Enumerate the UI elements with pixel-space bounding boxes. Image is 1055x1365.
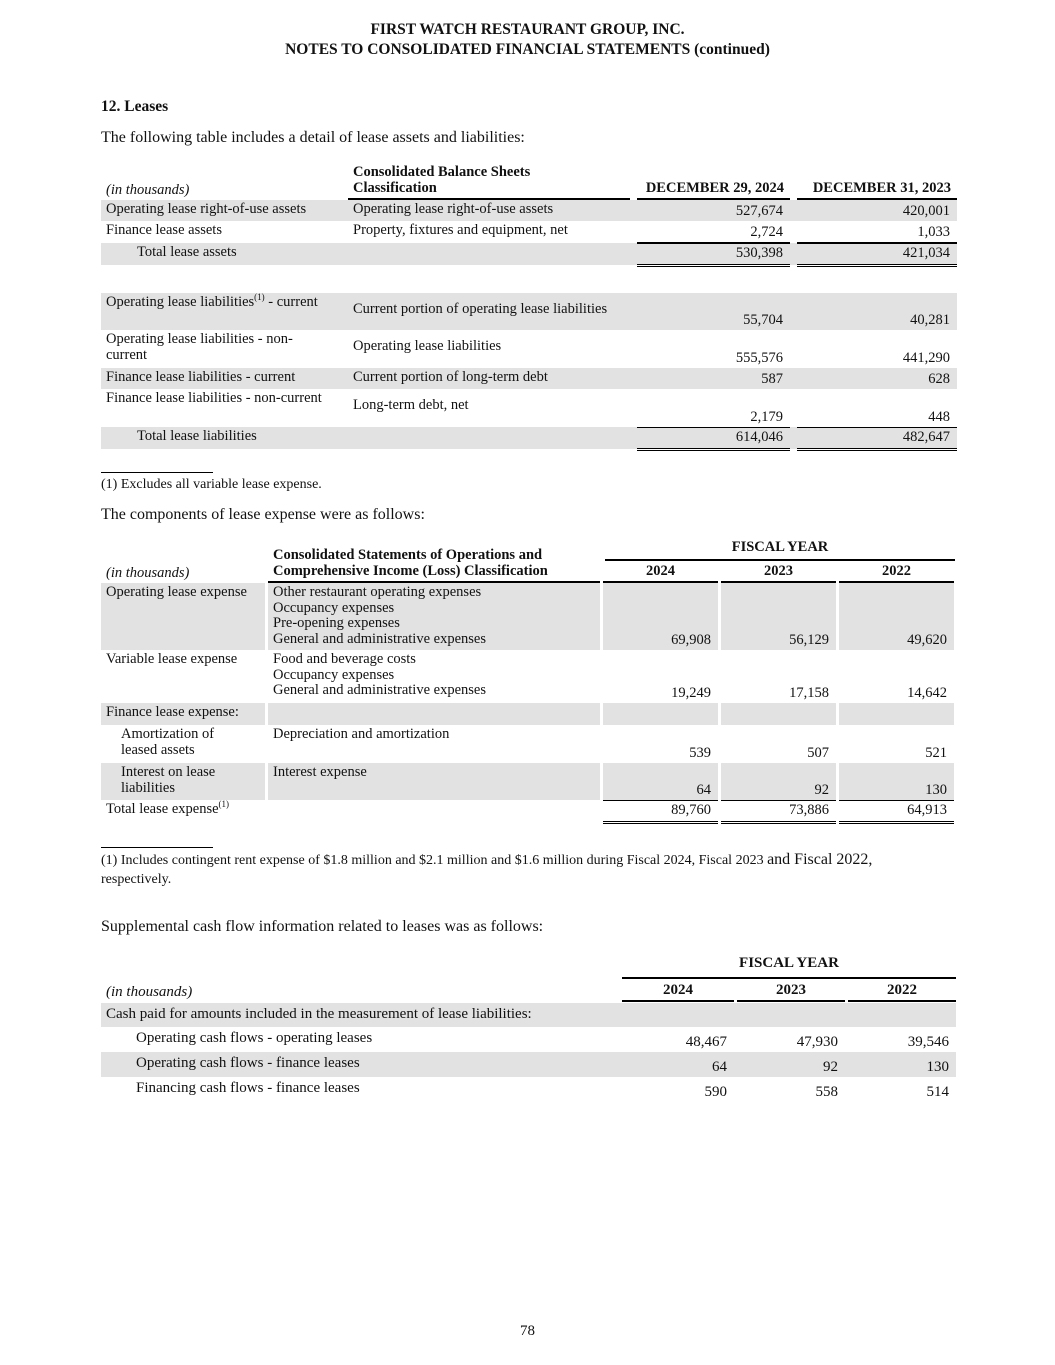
footnote-2-line2: respectively.	[101, 872, 172, 887]
year-header: 2023	[737, 979, 845, 1002]
row-label-line: liabilities	[121, 779, 175, 796]
amount-value: 73,886	[789, 802, 829, 818]
amount-value: 47,930	[796, 1033, 838, 1050]
row-label	[101, 243, 341, 267]
intro-cash-flow: Supplemental cash flow information related to leases was as follows:	[101, 918, 544, 935]
amount-value: 558	[815, 1083, 838, 1100]
amount-cell	[848, 1027, 956, 1052]
amount-cell	[848, 1052, 956, 1077]
row-label	[101, 583, 265, 650]
row-label-text: Operating lease right-of-use assets	[106, 201, 307, 217]
fiscal-year-header: FISCAL YEAR	[622, 955, 956, 979]
row-label-suffix: - current	[264, 294, 318, 310]
fiscal-year-header: FISCAL YEAR	[605, 540, 955, 561]
row-label-text: Finance lease liabilities - non-current	[106, 390, 322, 406]
year-header: 2024	[622, 979, 734, 1002]
amount-cell	[637, 427, 790, 451]
amount-cell	[603, 763, 718, 800]
section-label: Cash paid for amounts included in the measurement of lease liabilities:	[106, 1006, 532, 1022]
footnote-rule	[101, 847, 213, 848]
amount-cell	[637, 330, 790, 368]
amount-cell	[721, 800, 836, 824]
table-header-row	[101, 538, 954, 583]
table-header-row	[101, 979, 956, 1002]
amount-value: 64,913	[907, 802, 947, 818]
row-label	[101, 368, 341, 389]
amount-cell	[839, 763, 954, 800]
classification	[268, 703, 600, 725]
amount-value: 17,158	[789, 684, 829, 701]
amount-cell	[839, 583, 954, 650]
amount-value: 521	[925, 744, 947, 761]
classification-header-line: Consolidated Statements of Operations and	[273, 547, 543, 563]
classification-line: Occupancy expenses	[273, 666, 395, 683]
amount-cell	[797, 200, 957, 221]
row-label-line: Finance lease expense:	[106, 704, 239, 720]
amount-value: 587	[761, 370, 783, 387]
amount-value: 1,033	[917, 223, 950, 240]
classification-header	[268, 538, 600, 583]
row-label-line2: current	[106, 346, 148, 363]
intro-lease-assets: The following table includes a detail of lease assets and liabilities:	[101, 129, 525, 146]
amount-value: 590	[704, 1083, 727, 1100]
amount-cell	[622, 1077, 734, 1102]
table-row	[101, 1077, 956, 1102]
amount-value: 64	[712, 1058, 727, 1075]
table-row	[101, 293, 957, 330]
classification-line: Pre-opening expenses	[273, 615, 400, 631]
unit-label: (in thousands)	[106, 181, 190, 198]
table-row	[101, 763, 954, 800]
row-label	[101, 763, 265, 800]
classification	[268, 583, 600, 650]
row-label-text: Operating lease liabilities - non-	[106, 331, 293, 347]
table-row	[101, 583, 954, 650]
amount-cell	[848, 1077, 956, 1102]
classification: Long-term debt, net	[353, 397, 469, 413]
row-label	[101, 427, 341, 451]
row-label-line: Total lease expense	[106, 801, 219, 817]
classification	[348, 427, 630, 451]
amount-value: 614,046	[735, 429, 783, 445]
table-row	[101, 427, 957, 449]
footnote-ref: (1)	[218, 799, 230, 809]
row-label-line: leased assets	[121, 741, 195, 758]
amount-cell	[603, 583, 718, 650]
table-row	[101, 1027, 956, 1052]
amount-cell	[737, 1077, 845, 1102]
year-header: 2024	[603, 538, 718, 583]
amount-value: 448	[928, 408, 950, 425]
amount-cell	[839, 703, 954, 725]
classification-line: Occupancy expenses	[273, 599, 395, 616]
table-row	[101, 221, 957, 243]
amount-cell	[637, 243, 790, 267]
fiscal-year-row	[101, 955, 956, 979]
row-label-line: Amortization of	[121, 726, 215, 742]
table-row	[101, 650, 954, 703]
amount-value: 89,760	[671, 802, 711, 818]
row-label	[101, 800, 265, 824]
row-label	[101, 389, 341, 427]
footnote-2	[101, 851, 957, 869]
table-row	[101, 243, 957, 265]
unit-label: (in thousands)	[106, 564, 190, 581]
amount-value: 2,724	[750, 223, 783, 240]
amount-cell	[737, 1052, 845, 1077]
row-label-text: Operating lease liabilities	[106, 294, 255, 310]
table-row	[101, 725, 954, 763]
amount-value: 507	[807, 744, 829, 761]
amount-cell	[721, 650, 836, 703]
amount-cell	[797, 427, 957, 451]
year-header: 2022	[848, 979, 956, 1002]
column-header: DECEMBER 31, 2023	[797, 160, 957, 200]
classification: Operating lease right-of-use assets	[353, 201, 554, 217]
amount-value: 19,249	[671, 684, 711, 701]
amount-cell	[797, 221, 957, 243]
amount-value: 14,642	[907, 684, 947, 701]
table-row	[101, 703, 954, 725]
row-label-text: Finance lease assets	[106, 222, 222, 238]
table-header-row	[101, 160, 957, 200]
classification-line: Interest expense	[273, 764, 367, 780]
row-label	[101, 650, 265, 703]
table-row	[101, 800, 954, 822]
amount-value: 92	[823, 1058, 838, 1075]
amount-value: 527,674	[735, 202, 783, 219]
intro-lease-expense: The components of lease expense were as follows:	[101, 506, 425, 523]
row-label	[101, 293, 341, 330]
amount-cell	[622, 1052, 734, 1077]
classification-line: Depreciation and amortization	[273, 726, 450, 742]
lease-assets-liabilities-table	[101, 160, 957, 449]
table-row	[101, 265, 957, 293]
amount-value: 69,908	[671, 631, 711, 648]
unit-label: (in thousands)	[106, 983, 193, 1000]
lease-expense-table	[101, 538, 954, 822]
amount-cell	[797, 368, 957, 389]
footnote-rule	[101, 472, 213, 473]
amount-value: 48,467	[685, 1033, 727, 1050]
spacer	[101, 955, 619, 979]
supplemental-cash-flow-table	[101, 955, 956, 1102]
row-label-line: Interest on lease	[121, 764, 216, 780]
table-row	[101, 368, 957, 389]
footnote-ref: (1)	[254, 292, 265, 302]
classification	[268, 763, 600, 800]
amount-cell	[637, 200, 790, 221]
classification: Property, fixtures and equipment, net	[353, 222, 568, 238]
table-row	[101, 330, 957, 368]
section-title: 12. Leases	[101, 98, 169, 115]
amount-value: 130	[925, 781, 947, 798]
amount-value: 92	[814, 781, 829, 798]
table-row	[101, 200, 957, 221]
row-label: Financing cash flows - finance leases	[136, 1080, 360, 1096]
classification: Current portion of long-term debt	[353, 369, 548, 385]
classification-line: Other restaurant operating expenses	[273, 584, 482, 600]
row-label	[101, 725, 265, 763]
classification-header-line: Comprehensive Income (Loss) Classification	[273, 562, 548, 579]
amount-cell	[797, 389, 957, 427]
amount-cell	[622, 1027, 734, 1052]
amount-cell	[721, 703, 836, 725]
amount-value: 420,001	[902, 202, 950, 219]
amount-cell	[721, 583, 836, 650]
amount-value: 628	[928, 370, 950, 387]
amount-cell	[737, 1027, 845, 1052]
row-label: Operating cash flows - finance leases	[136, 1055, 360, 1071]
amount-value: 514	[926, 1083, 949, 1100]
amount-value: 49,620	[907, 631, 947, 648]
amount-value: 530,398	[735, 245, 783, 261]
amount-cell	[797, 330, 957, 368]
amount-value: 40,281	[910, 311, 950, 328]
column-header: DECEMBER 29, 2024	[637, 160, 790, 200]
page-number: 78	[520, 1323, 535, 1339]
classification-header-line: Classification	[353, 179, 437, 196]
amount-cell	[637, 293, 790, 330]
amount-value: 55,704	[743, 311, 783, 328]
amount-cell	[637, 221, 790, 243]
table-row	[101, 389, 957, 427]
footnote-1: (1) Excludes all variable lease expense.	[101, 477, 322, 492]
amount-cell	[637, 368, 790, 389]
amount-cell	[797, 293, 957, 330]
row-label	[101, 221, 341, 243]
amount-cell	[839, 650, 954, 703]
row-label-text: Total lease assets	[137, 244, 237, 260]
classification-line: General and administrative expenses	[273, 630, 486, 647]
company-name: FIRST WATCH RESTAURANT GROUP, INC.	[370, 21, 685, 38]
amount-value: 56,129	[789, 631, 829, 648]
row-label	[101, 703, 265, 725]
classification	[268, 800, 600, 824]
classification	[268, 650, 600, 703]
classification	[348, 243, 630, 267]
amount-value: 539	[689, 744, 711, 761]
row-label-line: Variable lease expense	[106, 651, 238, 667]
year-header: 2023	[721, 538, 836, 583]
row-label: Operating cash flows - operating leases	[136, 1030, 373, 1046]
classification-line: Food and beverage costs	[273, 651, 416, 667]
amount-cell	[721, 763, 836, 800]
section-row	[101, 1003, 956, 1027]
amount-cell	[797, 243, 957, 267]
amount-cell	[721, 725, 836, 763]
row-label-text: Total lease liabilities	[137, 428, 257, 444]
document-subtitle: NOTES TO CONSOLIDATED FINANCIAL STATEMENTS (continued)	[285, 41, 770, 58]
amount-cell	[603, 650, 718, 703]
amount-value: 555,576	[735, 349, 783, 366]
amount-value: 130	[926, 1058, 949, 1075]
classification-line: General and administrative expenses	[273, 682, 486, 698]
amount-cell	[839, 800, 954, 824]
classification: Current portion of operating lease liabilities	[353, 301, 608, 317]
year-header: 2022	[839, 538, 954, 583]
footnote-2-tail: and Fiscal 2022,	[767, 851, 873, 868]
row-label	[101, 330, 341, 368]
row-label-text: Finance lease liabilities - current	[106, 369, 296, 385]
row-label-line: Operating lease expense	[106, 584, 247, 600]
classification-header-line: Consolidated Balance Sheets	[353, 164, 531, 180]
row-label	[101, 200, 341, 221]
amount-cell	[603, 725, 718, 763]
amount-cell	[839, 725, 954, 763]
amount-value: 39,546	[907, 1033, 949, 1050]
amount-cell	[603, 703, 718, 725]
classification: Operating lease liabilities	[353, 338, 502, 354]
amount-value: 441,290	[902, 349, 950, 366]
amount-cell	[637, 389, 790, 427]
classification	[268, 725, 600, 763]
amount-value: 64	[696, 781, 711, 798]
amount-value: 482,647	[902, 429, 950, 445]
footnote-2-text: (1) Includes contingent rent expense of $1.8 million and $2.1 million and $1.6 million during Fiscal 2024, Fiscal 2023	[101, 853, 768, 868]
amount-value: 421,034	[902, 245, 950, 261]
classification-header	[348, 160, 630, 200]
amount-value: 2,179	[750, 408, 783, 425]
table-row	[101, 1052, 956, 1077]
amount-cell	[603, 800, 718, 824]
